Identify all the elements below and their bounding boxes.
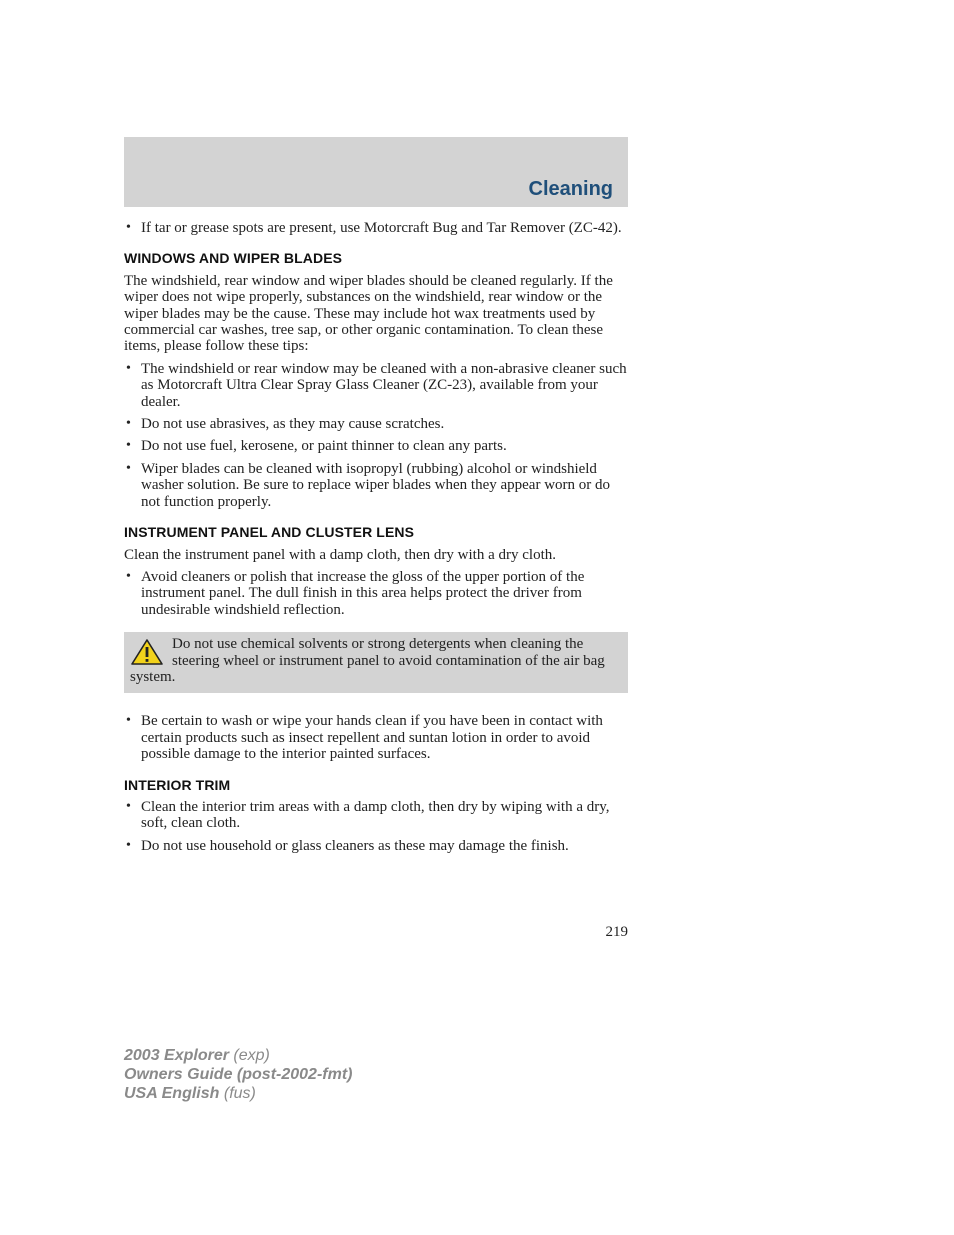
warning-box — [124, 632, 628, 693]
interior-heading: INTERIOR TRIM — [124, 776, 231, 793]
windows-paragraph: The windshield, rear window and wiper blades should be cleaned regularly. If the wiper does not wipe properly, substances on the windshield, rear window or the wiper blades may be the cause. These may include hot wax treatments used by commercial car washes, tree sap, or other organic contamination. To clean these items, please follow these tips: — [124, 272, 613, 355]
interior-bullet-list — [124, 799, 628, 854]
document-footer — [124, 1046, 352, 1103]
footer-guide: Owners Guide (post-2002-fmt) — [124, 1066, 353, 1083]
warning-text: Do not use chemical solvents or strong detergents when cleaning the steering wheel or instrument panel to avoid contamination of the air bag system. — [130, 636, 605, 685]
instrument-bullet-list-2 — [124, 713, 628, 762]
footer-model-code: (exp) — [228, 1047, 270, 1064]
section-title: Cleaning — [528, 178, 613, 200]
footer-model: 2003 Explorer — [124, 1047, 229, 1064]
windows-heading: WINDOWS AND WIPER BLADES — [124, 250, 343, 267]
list-item: • Clean the interior trim areas with a damp cloth, then dry by wiping with a dry, soft, clean cloth. — [124, 799, 628, 832]
instrument-heading: INSTRUMENT PANEL AND CLUSTER LENS — [124, 524, 415, 541]
list-item: • Do not use fuel, kerosene, or paint thinner to clean any parts. — [124, 438, 628, 454]
list-item: • The windshield or rear window may be cleaned with a non-abrasive cleaner such as Motorcraft Ultra Clear Spray Glass Cleaner (ZC-23), available from your dealer. — [124, 361, 628, 410]
footer-line-1 — [124, 1046, 352, 1065]
instrument-paragraph: Clean the instrument panel with a damp cloth, then dry with a dry cloth. — [124, 546, 556, 563]
section-header-band — [124, 137, 628, 207]
footer-line-2 — [124, 1065, 352, 1084]
list-item: • Wiper blades can be cleaned with isopropyl (rubbing) alcohol or windshield washer solution. Be sure to replace wiper blades when they appear worn or do not function properly. — [124, 461, 628, 510]
footer-language: USA English — [124, 1085, 220, 1102]
footer-language-code: (fus) — [219, 1085, 256, 1102]
footer-line-3 — [124, 1084, 352, 1103]
instrument-bullet-list — [124, 569, 628, 618]
warning-triangle-icon — [130, 638, 164, 666]
list-item: • Be certain to wash or wipe your hands clean if you have been in contact with certain products such as insect repellent and suntan lotion in order to avoid possible damage to the interior painted surfaces. — [124, 713, 628, 762]
list-item: • Avoid cleaners or polish that increase the gloss of the upper portion of the instrument panel. The dull finish in this area helps protect the driver from undesirable windshield reflection. — [124, 569, 628, 618]
page-content — [124, 220, 628, 860]
list-item: • Do not use abrasives, as they may cause scratches. — [124, 416, 628, 432]
intro-bullet-list — [124, 220, 628, 236]
list-item: • If tar or grease spots are present, use Motorcraft Bug and Tar Remover (ZC-42). — [124, 220, 628, 236]
page-number: 219 — [605, 924, 628, 940]
windows-bullet-list — [124, 361, 628, 510]
list-item: • Do not use household or glass cleaners as these may damage the finish. — [124, 838, 628, 854]
